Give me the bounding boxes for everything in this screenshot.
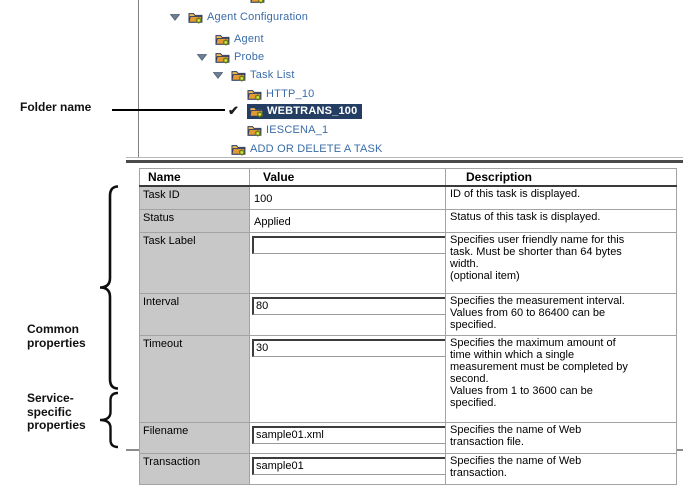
tree-item-probe[interactable] (197, 49, 264, 65)
property-value: Applied (254, 216, 291, 228)
property-value-cell (250, 336, 446, 423)
tree-panel-border (138, 0, 139, 158)
folder-gear-icon (215, 51, 230, 64)
property-description-cell: Specifies the measurement interval. Values from 60 to 86400 can be specified. (446, 294, 677, 336)
annotation-line: Common (27, 322, 79, 336)
annotation-line: properties (27, 418, 86, 432)
tree-item-iescena-1[interactable] (247, 122, 328, 138)
property-name-cell: Status (140, 210, 250, 233)
property-value-cell (250, 294, 446, 336)
folder-gear-icon (249, 105, 264, 118)
expand-toggle-icon[interactable] (213, 72, 231, 79)
tree-item-label: Agent Configuration (207, 11, 309, 23)
table-row (140, 294, 677, 336)
callout-line (112, 109, 225, 111)
folder-gear-icon (188, 11, 203, 24)
expand-toggle-icon[interactable] (170, 14, 188, 21)
filename-input[interactable] (252, 426, 446, 444)
expand-toggle-icon[interactable] (197, 54, 215, 61)
folder-name-annotation: Folder name (20, 100, 92, 114)
property-name-cell: Transaction (140, 454, 250, 485)
configuration-tree (0, 0, 683, 158)
tree-item-agent[interactable] (215, 31, 264, 47)
table-row (140, 336, 677, 423)
folder-gear-icon (231, 143, 246, 156)
property-description-cell: Specifies the name of Web transaction file. (446, 423, 677, 454)
timeout-input[interactable] (252, 339, 446, 357)
column-header-name: Name (140, 169, 250, 187)
property-description-cell: Specifies the maximum amount of time within which a single measurement must be completed by second. Values from 1 to 3600 can be specified. (446, 336, 677, 423)
tree-item-label: HTTP_10 (266, 88, 315, 100)
property-description-cell: Specifies the name of Web transaction. (446, 454, 677, 485)
property-name-cell: Timeout (140, 336, 250, 423)
annotation-line: properties (27, 336, 86, 350)
separator-line (126, 157, 683, 158)
table-row (140, 186, 677, 210)
task-label-input[interactable] (252, 236, 446, 254)
property-description-cell: Specifies user friendly name for this task. Must be shorter than 64 bytes width. (optional item) (446, 233, 677, 294)
property-description-cell: ID of this task is displayed. (446, 186, 677, 210)
folder-gear-icon (247, 124, 262, 137)
common-properties-annotation (27, 322, 86, 350)
property-value-cell (250, 423, 446, 454)
service-specific-annotation (27, 392, 86, 433)
table-header-row (140, 169, 677, 187)
table-row (140, 454, 677, 485)
property-value-cell (250, 210, 446, 233)
check-icon: ✔ (228, 103, 239, 118)
property-name-cell: Task ID (140, 186, 250, 210)
selected-highlight (247, 104, 362, 119)
separator-line (126, 160, 683, 163)
properties-table (139, 168, 677, 485)
folder-gear-icon (250, 0, 265, 4)
property-value-cell (250, 454, 446, 485)
table-row (140, 233, 677, 294)
tree-item-label: ADD OR DELETE A TASK (250, 143, 383, 155)
interval-input[interactable] (252, 297, 446, 315)
tree-item-label: WEBTRANS_100 (267, 105, 358, 117)
tree-item-webtrans-100[interactable] (228, 103, 362, 119)
tree-item-label: Task List (250, 69, 295, 81)
tree-item-label: Agent (234, 33, 264, 45)
service-specific-brace (97, 391, 121, 449)
folder-gear-icon (215, 33, 230, 46)
property-name-cell: Interval (140, 294, 250, 336)
property-description-cell: Status of this task is displayed. (446, 210, 677, 233)
property-name-cell: Filename (140, 423, 250, 454)
tree-item-add-or-delete-a-task[interactable] (231, 141, 383, 157)
folder-gear-icon (247, 88, 262, 101)
table-row (140, 423, 677, 454)
folder-gear-icon (231, 69, 246, 82)
property-value-cell (250, 233, 446, 294)
transaction-input[interactable] (252, 457, 446, 475)
tree-item-task-list[interactable] (213, 67, 295, 83)
annotation-line: Service- (27, 391, 74, 405)
annotation-line: specific (27, 404, 72, 419)
column-header-value: Value (250, 169, 446, 187)
tree-item-agent-configuration[interactable] (170, 9, 308, 25)
property-value-cell (250, 186, 446, 210)
common-properties-brace (97, 184, 121, 391)
tree-item-label: Probe (234, 51, 265, 63)
property-name-cell: Task Label (140, 233, 250, 294)
table-row (140, 210, 677, 233)
property-value: 100 (254, 193, 273, 205)
tree-item-label: IESCENA_1 (266, 124, 329, 136)
tree-item-http-10[interactable] (247, 86, 314, 102)
column-header-description: Description (446, 169, 677, 187)
